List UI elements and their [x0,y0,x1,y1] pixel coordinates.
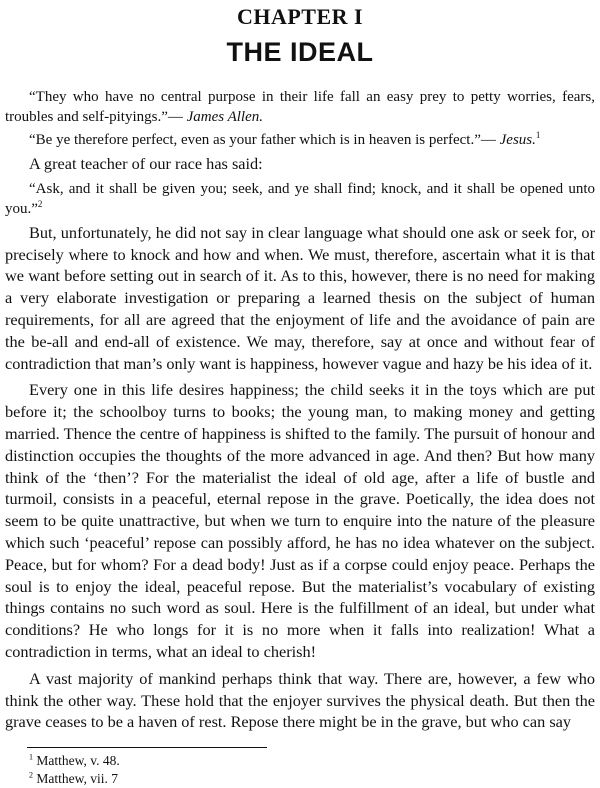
paragraph-1: But, unfortunately, he did not say in clear language what should one ask or seek for, or precisely where to knock and how and when. We must, therefore, ascertain what it is that we want before setting out in search of it. As to this, however, there is no need for making a very elaborate investigation or preparing a learned thesis on the subject of human requirements, for all are agreed that the enjoyment of life and the avoidance of pain are the be-all and end-all of existence. We may, therefore, say at once and without fear of contradiction that man’s only want is happiness, however vague and hazy be his idea of it. [5,222,595,373]
footnote-divider [27,747,267,748]
footnote-1-text: Matthew, v. 48. [33,753,120,769]
paragraph-3: A vast majority of mankind perhaps think that way. There are, however, a few who think the other way. These hold that the enjoyer survives the physical death. But then the grave ceases to be a haven of rest. Repose there might be in the grave, but who can say [5,668,595,732]
footnote-2 [29,770,595,788]
teacher-quote [5,179,595,219]
footnote-2-text: Matthew, vii. 7 [33,771,118,787]
epigraph-allen-author: James Allen. [186,109,264,125]
footnote-ref-1: 1 [535,130,541,140]
footnote-1 [29,752,595,770]
epigraph-jesus-text: “Be ye therefore perfect, even as your father which is in heaven is perfect.”— [29,132,500,148]
footnote-1-num: 1 [29,752,33,762]
footnote-ref-2: 2 [37,198,43,209]
chapter-label: CHAPTER I [236,4,364,29]
footnotes [5,752,595,788]
epigraph-jesus [5,130,595,150]
epigraph-jesus-author: Jesus. [499,132,536,148]
chapter-title: THE IDEAL [226,37,374,67]
document-page [5,4,595,788]
epigraph-allen [5,87,595,127]
intro-line: A great teacher of our race has said: [29,154,263,173]
footnote-2-num: 2 [29,770,33,780]
paragraph-2: Every one in this life desires happiness; the child seeks it in the toys which are put before it; the schoolboy turns to books; the young man, to making money and getting married. Thence the centre of happiness is shifted to the family. The pursuit of honour and distinction occupies the thoughts of the more advanced in age. And then? But how many think of the ‘then’? For the materialist the ideal of old age, after a life of bustle and turmoil, consists in a peaceful, eternal repose in the grave. Poetically, the idea does not seem to be quite unattractive, but when we turn to enquire into the nature of the pleasure which such ‘peaceful’ repose can possibly afford, he has no idea whatever on the subject. Peace, but for whom? For a dead body! Just as if a corpse could enjoy peace. Perhaps the soul is to enjoy the ideal, peaceful repose. But the materialist’s vocabulary of existing things contains no such word as soul. Here is the fulfillment of an ideal, but under what conditions? He who longs for it is no more when it falls into realization! What a contradiction in terms, what an ideal to cherish! [5,380,595,661]
epigraph-allen-text: “They who have no central purpose in their life fall an easy prey to petty worries, fears, troubles and self-pityings.”— [5,89,595,125]
teacher-quote-text: “Ask, and it shall be given you; seek, and ye shall find; knock, and it shall be opened unto you.” [5,180,595,217]
body-text [5,87,595,733]
